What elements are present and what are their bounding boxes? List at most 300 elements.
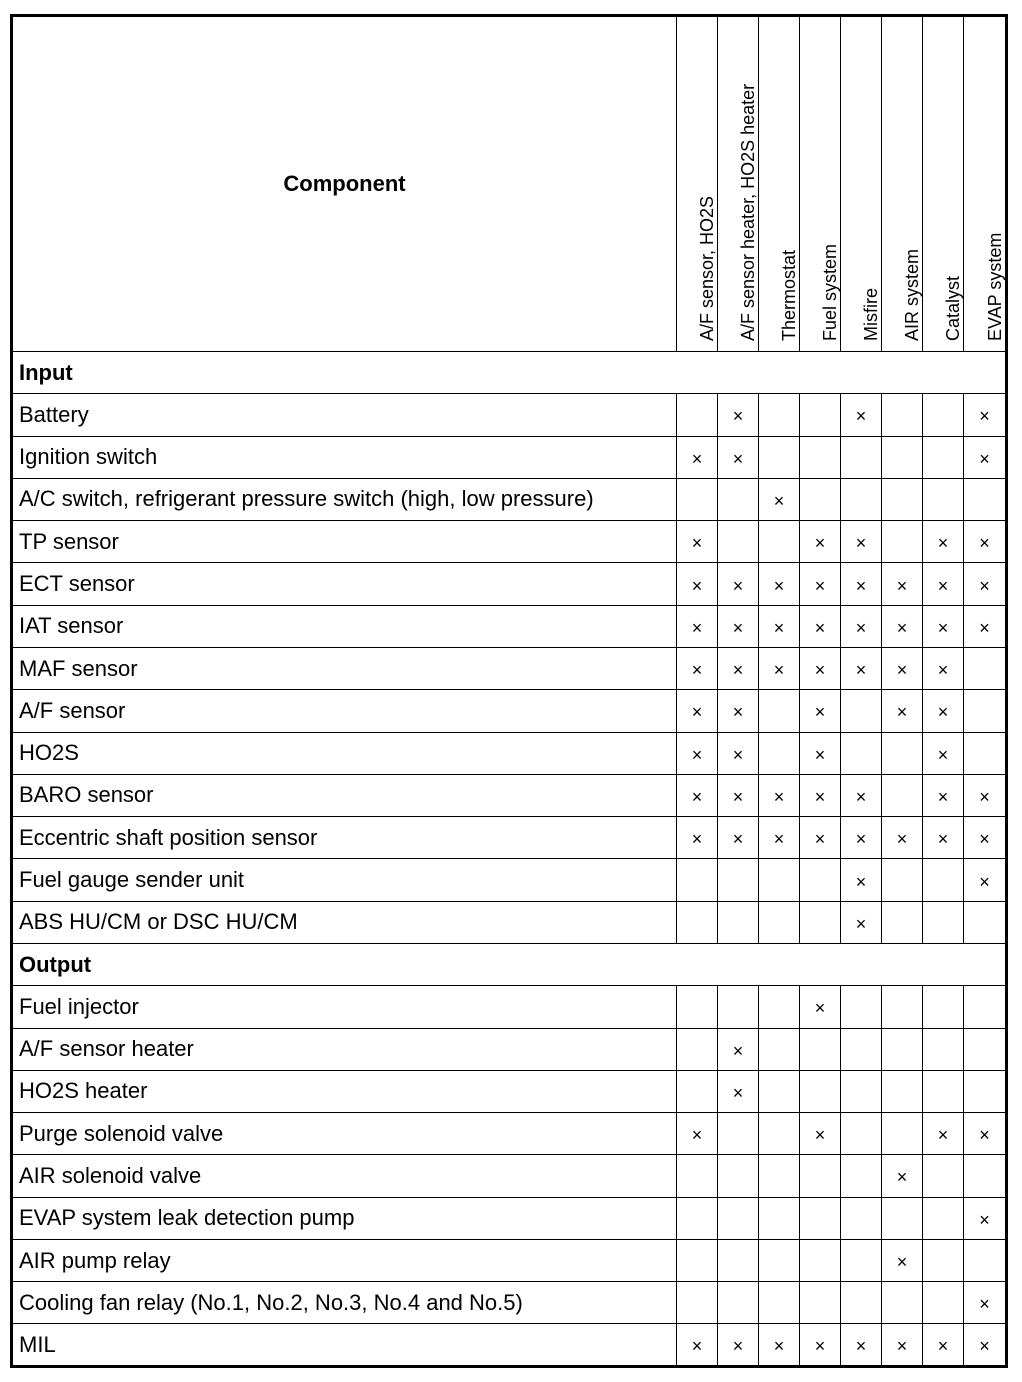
check-mark: × <box>937 786 949 807</box>
mark-cell <box>677 436 718 478</box>
mark-cell <box>677 1239 718 1281</box>
mark-cell <box>800 521 841 563</box>
component-label: TP sensor <box>12 521 677 563</box>
mark-cell <box>800 859 841 901</box>
mark-cell <box>718 394 759 436</box>
check-mark: × <box>732 1336 744 1357</box>
check-mark: × <box>773 786 785 807</box>
mark-cell <box>923 817 964 859</box>
check-mark: × <box>855 1336 867 1357</box>
mark-cell <box>923 774 964 816</box>
check-mark: × <box>896 1336 908 1357</box>
check-mark: × <box>814 660 826 681</box>
mark-cell <box>882 1155 923 1197</box>
mark-cell <box>964 1155 1007 1197</box>
component-label: Battery <box>12 394 677 436</box>
check-mark: × <box>855 913 867 934</box>
check-mark: × <box>937 702 949 723</box>
check-mark: × <box>979 617 990 638</box>
column-header-label: A/F sensor heater, HO2S heater <box>738 83 758 341</box>
mark-cell <box>841 859 882 901</box>
mark-cell <box>718 1070 759 1112</box>
component-label: HO2S <box>12 732 677 774</box>
mark-cell <box>964 647 1007 689</box>
check-mark: × <box>979 448 990 469</box>
mark-cell <box>841 817 882 859</box>
mark-cell <box>964 859 1007 901</box>
mark-cell <box>677 478 718 520</box>
mark-cell <box>718 859 759 901</box>
check-mark: × <box>979 406 990 427</box>
check-mark: × <box>937 1336 949 1357</box>
check-mark: × <box>896 575 908 596</box>
component-monitor-table <box>10 14 1008 1368</box>
mark-cell <box>841 478 882 520</box>
mark-cell <box>882 1028 923 1070</box>
component-label: Purge solenoid valve <box>12 1113 677 1155</box>
column-header <box>964 16 1007 352</box>
table-row <box>12 605 1007 647</box>
mark-cell <box>800 1070 841 1112</box>
check-mark: × <box>855 871 867 892</box>
mark-cell <box>882 817 923 859</box>
mark-cell <box>718 1282 759 1324</box>
check-mark: × <box>896 1252 908 1273</box>
mark-cell <box>964 563 1007 605</box>
mark-cell <box>923 1155 964 1197</box>
mark-cell <box>841 1197 882 1239</box>
mark-cell <box>841 1239 882 1281</box>
table-row <box>12 1282 1007 1324</box>
check-mark: × <box>979 786 990 807</box>
check-mark: × <box>691 786 703 807</box>
component-label: A/C switch, refrigerant pressure switch (high, low pressure) <box>12 478 677 520</box>
table-row <box>12 1155 1007 1197</box>
check-mark: × <box>814 744 826 765</box>
table-row <box>12 1197 1007 1239</box>
check-mark: × <box>855 533 867 554</box>
mark-cell <box>677 986 718 1028</box>
mark-cell <box>800 986 841 1028</box>
check-mark: × <box>896 702 908 723</box>
mark-cell <box>923 394 964 436</box>
mark-cell <box>882 1197 923 1239</box>
mark-cell <box>882 1282 923 1324</box>
mark-cell <box>923 1282 964 1324</box>
check-mark: × <box>855 575 867 596</box>
mark-cell <box>923 901 964 943</box>
column-header <box>759 16 800 352</box>
check-mark: × <box>896 829 908 850</box>
mark-cell <box>677 394 718 436</box>
mark-cell <box>882 1324 923 1367</box>
mark-cell <box>841 986 882 1028</box>
check-mark: × <box>691 617 703 638</box>
check-mark: × <box>773 575 785 596</box>
mark-cell <box>718 986 759 1028</box>
mark-cell <box>759 563 800 605</box>
column-header <box>718 16 759 352</box>
check-mark: × <box>814 575 826 596</box>
mark-cell <box>718 1028 759 1070</box>
mark-cell <box>964 1282 1007 1324</box>
mark-cell <box>841 436 882 478</box>
mark-cell <box>718 901 759 943</box>
check-mark: × <box>814 1125 826 1146</box>
component-header: Component <box>12 16 677 352</box>
check-mark: × <box>896 1167 908 1188</box>
check-mark: × <box>691 744 703 765</box>
mark-cell <box>800 394 841 436</box>
column-header-label: Fuel system <box>820 243 840 341</box>
mark-cell <box>964 817 1007 859</box>
mark-cell <box>923 436 964 478</box>
mark-cell <box>677 1282 718 1324</box>
column-header <box>882 16 923 352</box>
component-label: HO2S heater <box>12 1070 677 1112</box>
mark-cell <box>841 394 882 436</box>
check-mark: × <box>896 617 908 638</box>
column-header-label: Thermostat <box>779 249 799 341</box>
mark-cell <box>677 859 718 901</box>
check-mark: × <box>732 829 744 850</box>
mark-cell <box>964 1028 1007 1070</box>
mark-cell <box>718 436 759 478</box>
mark-cell <box>677 605 718 647</box>
mark-cell <box>882 986 923 1028</box>
mark-cell <box>800 690 841 732</box>
check-mark: × <box>855 406 867 427</box>
check-mark: × <box>979 1294 990 1315</box>
component-label: ABS HU/CM or DSC HU/CM <box>12 901 677 943</box>
mark-cell <box>841 1070 882 1112</box>
table-row <box>12 563 1007 605</box>
check-mark: × <box>691 660 703 681</box>
mark-cell <box>759 394 800 436</box>
component-label: A/F sensor heater <box>12 1028 677 1070</box>
table-row <box>12 647 1007 689</box>
mark-cell <box>718 1155 759 1197</box>
check-mark: × <box>855 829 867 850</box>
mark-cell <box>677 732 718 774</box>
mark-cell <box>882 732 923 774</box>
table-body <box>12 352 1007 1367</box>
mark-cell <box>882 859 923 901</box>
check-mark: × <box>773 829 785 850</box>
table-row <box>12 817 1007 859</box>
mark-cell <box>800 478 841 520</box>
column-header-label: A/F sensor, HO2S <box>697 195 717 341</box>
table-row <box>12 1324 1007 1367</box>
mark-cell <box>841 1028 882 1070</box>
mark-cell <box>841 563 882 605</box>
check-mark: × <box>979 1125 990 1146</box>
table-row <box>12 690 1007 732</box>
mark-cell <box>964 436 1007 478</box>
mark-cell <box>759 817 800 859</box>
check-mark: × <box>773 1336 785 1357</box>
mark-cell <box>882 563 923 605</box>
check-mark: × <box>855 617 867 638</box>
check-mark: × <box>979 1336 990 1357</box>
mark-cell <box>964 986 1007 1028</box>
mark-cell <box>800 1282 841 1324</box>
check-mark: × <box>732 575 744 596</box>
table-row <box>12 732 1007 774</box>
mark-cell <box>923 563 964 605</box>
mark-cell <box>964 690 1007 732</box>
check-mark: × <box>814 617 826 638</box>
check-mark: × <box>979 533 990 554</box>
mark-cell <box>882 1113 923 1155</box>
mark-cell <box>677 1070 718 1112</box>
section-row <box>12 943 1007 985</box>
check-mark: × <box>937 829 949 850</box>
table-row <box>12 436 1007 478</box>
mark-cell <box>759 647 800 689</box>
column-header <box>800 16 841 352</box>
section-row <box>12 352 1007 394</box>
check-mark: × <box>732 660 744 681</box>
check-mark: × <box>896 660 908 681</box>
component-label: IAT sensor <box>12 605 677 647</box>
component-label: Cooling fan relay (No.1, No.2, No.3, No.4 and No.5) <box>12 1282 677 1324</box>
column-header-label: EVAP system <box>984 232 1005 341</box>
section-title: Input <box>12 352 1007 394</box>
mark-cell <box>677 1324 718 1367</box>
check-mark: × <box>732 1040 744 1061</box>
mark-cell <box>882 394 923 436</box>
mark-cell <box>759 436 800 478</box>
column-header <box>841 16 882 352</box>
mark-cell <box>923 690 964 732</box>
mark-cell <box>759 732 800 774</box>
mark-cell <box>759 859 800 901</box>
mark-cell <box>923 859 964 901</box>
check-mark: × <box>814 1336 826 1357</box>
mark-cell <box>759 1028 800 1070</box>
check-mark: × <box>691 829 703 850</box>
mark-cell <box>841 774 882 816</box>
mark-cell <box>718 521 759 563</box>
mark-cell <box>923 1197 964 1239</box>
mark-cell <box>800 901 841 943</box>
table-row <box>12 521 1007 563</box>
mark-cell <box>677 563 718 605</box>
mark-cell <box>841 647 882 689</box>
mark-cell <box>677 901 718 943</box>
header-row <box>12 16 1007 352</box>
check-mark: × <box>732 406 744 427</box>
check-mark: × <box>979 1209 990 1230</box>
mark-cell <box>759 478 800 520</box>
mark-cell <box>718 1239 759 1281</box>
check-mark: × <box>814 702 826 723</box>
mark-cell <box>759 1282 800 1324</box>
check-mark: × <box>979 871 990 892</box>
check-mark: × <box>937 744 949 765</box>
mark-cell <box>677 690 718 732</box>
mark-cell <box>923 1324 964 1367</box>
mark-cell <box>923 986 964 1028</box>
mark-cell <box>882 478 923 520</box>
check-mark: × <box>691 448 703 469</box>
mark-cell <box>718 774 759 816</box>
mark-cell <box>759 1155 800 1197</box>
mark-cell <box>800 774 841 816</box>
mark-cell <box>841 1155 882 1197</box>
mark-cell <box>759 901 800 943</box>
mark-cell <box>759 986 800 1028</box>
check-mark: × <box>814 786 826 807</box>
mark-cell <box>759 1324 800 1367</box>
mark-cell <box>800 1028 841 1070</box>
mark-cell <box>800 1239 841 1281</box>
check-mark: × <box>732 744 744 765</box>
mark-cell <box>964 732 1007 774</box>
mark-cell <box>800 563 841 605</box>
mark-cell <box>759 690 800 732</box>
check-mark: × <box>814 998 826 1019</box>
mark-cell <box>718 1324 759 1367</box>
mark-cell <box>841 521 882 563</box>
mark-cell <box>882 1239 923 1281</box>
mark-cell <box>759 774 800 816</box>
mark-cell <box>718 1197 759 1239</box>
mark-cell <box>677 1113 718 1155</box>
check-mark: × <box>773 617 785 638</box>
mark-cell <box>759 1070 800 1112</box>
mark-cell <box>923 1113 964 1155</box>
mark-cell <box>923 647 964 689</box>
check-mark: × <box>937 575 949 596</box>
mark-cell <box>759 1197 800 1239</box>
mark-cell <box>964 1197 1007 1239</box>
mark-cell <box>841 901 882 943</box>
mark-cell <box>923 732 964 774</box>
component-label: AIR solenoid valve <box>12 1155 677 1197</box>
check-mark: × <box>691 1336 703 1357</box>
mark-cell <box>882 1070 923 1112</box>
mark-cell <box>800 732 841 774</box>
mark-cell <box>718 478 759 520</box>
mark-cell <box>923 1028 964 1070</box>
mark-cell <box>882 436 923 478</box>
mark-cell <box>964 774 1007 816</box>
table-row <box>12 774 1007 816</box>
component-label: AIR pump relay <box>12 1239 677 1281</box>
mark-cell <box>800 647 841 689</box>
mark-cell <box>882 774 923 816</box>
mark-cell <box>964 1113 1007 1155</box>
check-mark: × <box>732 617 744 638</box>
column-header-label: AIR system <box>902 248 922 341</box>
mark-cell <box>677 1155 718 1197</box>
column-header-label: Misfire <box>861 288 881 341</box>
table-row <box>12 1028 1007 1070</box>
check-mark: × <box>855 660 867 681</box>
mark-cell <box>841 690 882 732</box>
check-mark: × <box>814 533 826 554</box>
mark-cell <box>841 605 882 647</box>
mark-cell <box>800 1324 841 1367</box>
table-row <box>12 1070 1007 1112</box>
table-row <box>12 859 1007 901</box>
table-row <box>12 394 1007 436</box>
check-mark: × <box>732 786 744 807</box>
check-mark: × <box>937 617 949 638</box>
mark-cell <box>677 521 718 563</box>
check-mark: × <box>732 702 744 723</box>
mark-cell <box>677 647 718 689</box>
mark-cell <box>759 605 800 647</box>
mark-cell <box>964 1324 1007 1367</box>
check-mark: × <box>691 1125 703 1146</box>
mark-cell <box>718 1113 759 1155</box>
mark-cell <box>964 394 1007 436</box>
component-label: MAF sensor <box>12 647 677 689</box>
component-label: MIL <box>12 1324 677 1367</box>
table-row <box>12 986 1007 1028</box>
component-label: Fuel injector <box>12 986 677 1028</box>
table-row <box>12 478 1007 520</box>
table-row <box>12 901 1007 943</box>
check-mark: × <box>937 660 949 681</box>
mark-cell <box>800 1113 841 1155</box>
mark-cell <box>882 647 923 689</box>
mark-cell <box>677 774 718 816</box>
component-label: BARO sensor <box>12 774 677 816</box>
table-row <box>12 1113 1007 1155</box>
mark-cell <box>800 1155 841 1197</box>
check-mark: × <box>732 1082 744 1103</box>
mark-cell <box>718 647 759 689</box>
check-mark: × <box>937 1125 949 1146</box>
mark-cell <box>800 436 841 478</box>
check-mark: × <box>979 575 990 596</box>
mark-cell <box>964 901 1007 943</box>
mark-cell <box>923 605 964 647</box>
check-mark: × <box>979 829 990 850</box>
mark-cell <box>718 732 759 774</box>
mark-cell <box>964 478 1007 520</box>
mark-cell <box>964 1070 1007 1112</box>
column-header-label: Catalyst <box>943 275 963 341</box>
mark-cell <box>923 1070 964 1112</box>
mark-cell <box>841 1113 882 1155</box>
column-header <box>677 16 718 352</box>
mark-cell <box>677 1028 718 1070</box>
check-mark: × <box>732 448 744 469</box>
check-mark: × <box>691 533 703 554</box>
component-label: Fuel gauge sender unit <box>12 859 677 901</box>
mark-cell <box>923 521 964 563</box>
mark-cell <box>964 521 1007 563</box>
check-mark: × <box>691 702 703 723</box>
mark-cell <box>841 732 882 774</box>
mark-cell <box>882 521 923 563</box>
mark-cell <box>759 521 800 563</box>
mark-cell <box>677 817 718 859</box>
check-mark: × <box>814 829 826 850</box>
mark-cell <box>718 690 759 732</box>
mark-cell <box>964 605 1007 647</box>
mark-cell <box>882 901 923 943</box>
mark-cell <box>923 478 964 520</box>
check-mark: × <box>691 575 703 596</box>
mark-cell <box>759 1113 800 1155</box>
check-mark: × <box>773 490 785 511</box>
